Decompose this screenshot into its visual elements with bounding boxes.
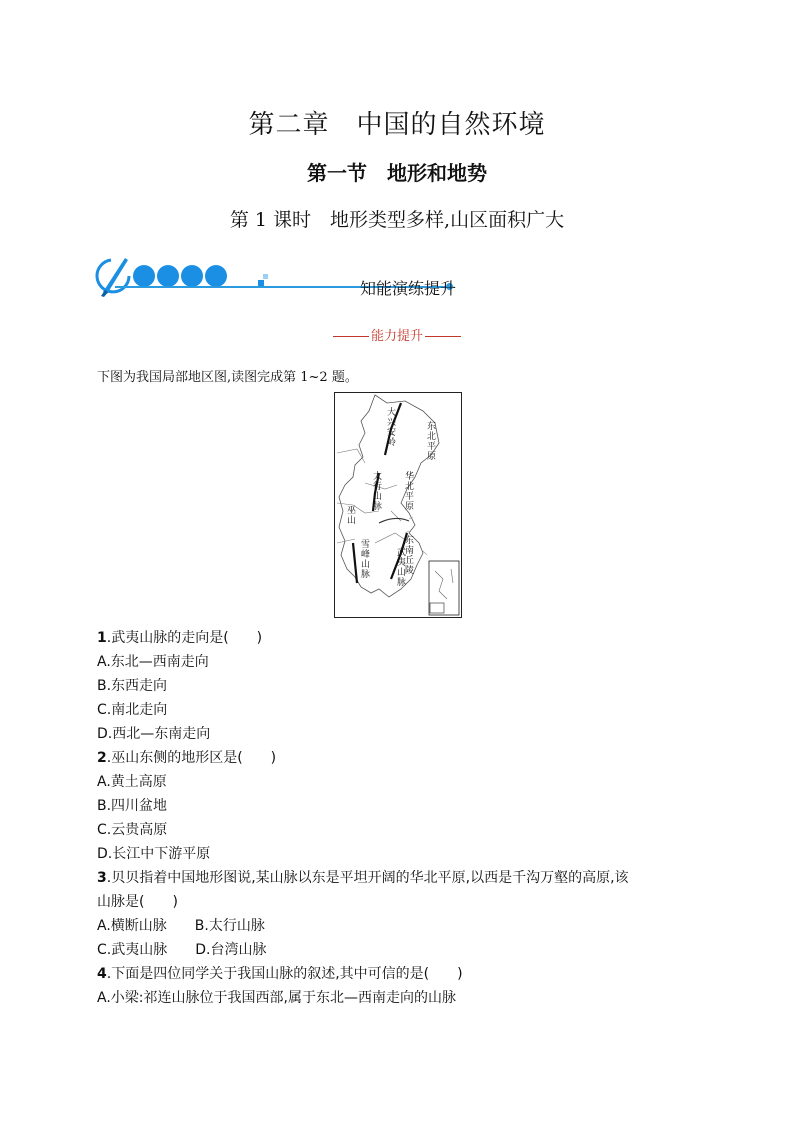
banner-square xyxy=(263,274,268,279)
question-number: 3 xyxy=(97,870,107,886)
question-text: .巫山东侧的地形区是( ) xyxy=(106,750,277,766)
option: A.横断山脉 B.太行山脉 xyxy=(97,918,265,934)
option: D.西北—东南走向 xyxy=(97,726,211,742)
subheading-text: 能力提升 xyxy=(370,329,423,344)
question-3 xyxy=(97,866,629,962)
ability-subheading xyxy=(0,325,794,344)
divider xyxy=(425,336,461,337)
intro-text: 下图为我国局部地区图,读图完成第 1~2 题。 xyxy=(97,370,358,385)
option: C.云贵高原 xyxy=(97,822,168,838)
question-2 xyxy=(97,746,276,866)
question-4 xyxy=(97,962,463,1010)
banner-circle xyxy=(205,265,227,287)
lesson-title: 第 1 课时 地形类型多样,山区面积广大 xyxy=(229,209,565,231)
map-label: 大兴安岭 xyxy=(387,408,397,448)
map-label: 东南丘陵 xyxy=(405,536,415,576)
map-label: 武夷山脉 xyxy=(397,548,407,588)
question-number: 4 xyxy=(97,966,107,982)
banner-label: 知能演练提升 xyxy=(360,279,457,298)
banner-circle xyxy=(133,265,155,287)
question-1 xyxy=(97,626,262,746)
banner-circle xyxy=(181,265,203,287)
question-text: .下面是四位同学关于我国山脉的叙述,其中可信的是( ) xyxy=(106,966,463,982)
question-text: .武夷山脉的走向是( ) xyxy=(106,630,263,646)
option: A.黄土高原 xyxy=(97,774,167,790)
question-stem xyxy=(97,962,463,986)
question-text: .贝贝指着中国地形图说,某山脉以东是平坦开阔的华北平原,以西是千沟万壑的高原,该 xyxy=(106,870,629,886)
question-stem xyxy=(97,626,262,650)
terrain-map xyxy=(334,392,462,618)
map-label: 太行山脉 xyxy=(373,472,383,512)
chapter-title: 第二章 中国的自然环境 xyxy=(248,110,546,140)
map-drawing xyxy=(335,393,461,617)
option: A.东北—西南走向 xyxy=(97,654,209,670)
option: B.四川盆地 xyxy=(97,798,168,814)
option: C.南北走向 xyxy=(97,702,168,718)
option: C.武夷山脉 D.台湾山脉 xyxy=(97,942,267,958)
paintbrush-icon xyxy=(95,254,135,298)
question-number: 2 xyxy=(97,750,107,766)
map-label: 华北平原 xyxy=(405,472,415,512)
divider xyxy=(333,336,369,337)
banner-circle xyxy=(157,265,179,287)
option: B.东西走向 xyxy=(97,678,168,694)
option: A.小梁:祁连山脉位于我国西部,属于东北—西南走向的山脉 xyxy=(97,990,456,1006)
section-title: 第一节 地形和地势 xyxy=(307,161,487,185)
question-stem xyxy=(97,866,629,890)
section-banner xyxy=(95,254,515,298)
question-number: 1 xyxy=(97,630,107,646)
question-text-cont: 山脉是( ) xyxy=(97,894,178,910)
question-stem xyxy=(97,746,276,770)
map-label: 巫山 xyxy=(347,506,357,526)
map-label: 东北平原 xyxy=(427,422,437,462)
option: D.长江中下游平原 xyxy=(97,846,211,862)
map-label: 雪峰山脉 xyxy=(361,540,371,580)
